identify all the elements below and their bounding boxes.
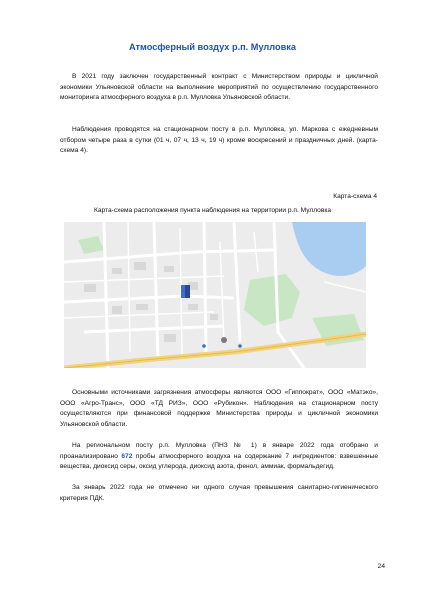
map-caption: Карта-схема расположения пункта наблюдения на территории р.п. Мулловка [93, 207, 332, 214]
intro-paragraph-1: В 2021 году заключен государственный контракт с Министерством природы и цикличной экономики Ульяновской области на выполнение мероприятий по осуществлению государственного мониторинга атмосферного воздуха в р.п. Мулловка Ульяновской области. [60, 73, 378, 101]
sources-paragraph: Основными источниками загрязнения атмосферы являются ООО «Гиппократ», ООО «Матэко», ООО «Агро-Транс», ООО «ТД РИЗ», ООО «Рубикон». Наблюдения на стационарном посту осуществляются при финансовой поддержке Министерства природы и цикличной экономики Ульяновской области. [60, 389, 378, 428]
map-label: Карта-схема 4 [333, 193, 377, 200]
section-title: Атмосферный воздух р.п. Мулловка [129, 42, 296, 52]
map-poi-icon [221, 337, 227, 343]
intro-paragraph-2: Наблюдения проводятся на стационарном посту в р.п. Мулловка, ул. Маркова с ежедневным отбором четыре раза в сутки (01 ч, 07 ч, 13 ч, 19 ч) кроме воскресений и праздничных дней. (карта-схема 4). [60, 126, 378, 154]
page-number: 24 [377, 563, 385, 570]
map-graphic [64, 222, 366, 368]
conclusion-paragraph: За январь 2022 года не отмечено ни одного случая превышения санитарно-гигиенического критерия ПДК. [60, 484, 378, 502]
samples-paragraph: На региональном посту р.п. Мулловка (ПНЗ № 1) в январе 2022 года отобрано и проанализировано 672 пробы атмосферного воздуха на содержание 7 ингредиентов: взвешенные вещества, диоксид серы, оксид углерода, диоксид азота, фенол, аммиак, формальдегид. [60, 442, 378, 470]
samples-count: 672 [121, 452, 133, 460]
location-map [64, 222, 366, 368]
